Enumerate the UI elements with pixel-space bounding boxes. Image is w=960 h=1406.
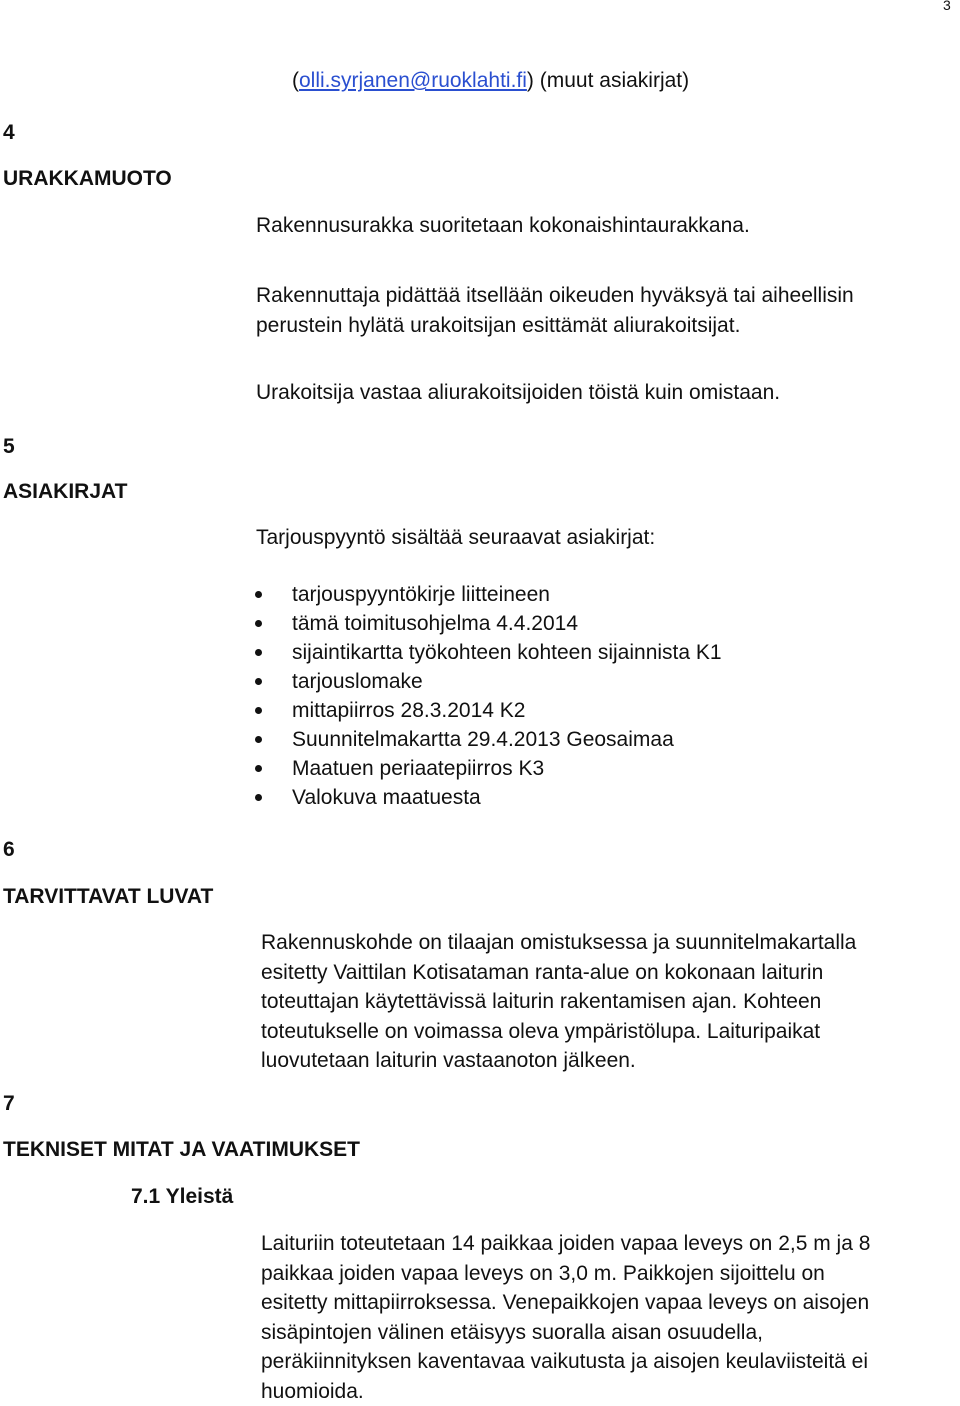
list-item xyxy=(255,667,722,696)
contact-email-link[interactable]: olli.syrjanen@ruoklahti.fi xyxy=(299,69,527,92)
list-item xyxy=(255,638,722,667)
list-item-text: tarjouspyyntökirje liitteineen xyxy=(292,583,550,606)
section-7-line: sisäpintojen välinen etäisyys suoralla aisan osuudella, xyxy=(261,1318,870,1348)
section-7-line: peräkiinnityksen kaventavaa vaikutusta ja aisojen keulaviisteitä ei xyxy=(261,1347,870,1377)
list-item xyxy=(255,696,722,725)
list-item xyxy=(255,609,722,638)
section-4-paragraph-1: Rakennusurakka suoritetaan kokonaishintaurakkana. xyxy=(256,211,750,241)
list-item xyxy=(255,783,722,812)
section-4-paragraph-3: Urakoitsija vastaa aliurakoitsijoiden töistä kuin omistaan. xyxy=(256,378,780,408)
section-5-title: ASIAKIRJAT xyxy=(3,480,127,504)
section-7-line: huomioida. xyxy=(261,1377,870,1406)
section-7-title: TEKNISET MITAT JA VAATIMUKSET xyxy=(3,1138,360,1162)
section-4-paragraph-2-line-2: perustein hylätä urakoitsijan esittämät aliurakoitsijat. xyxy=(256,311,854,341)
section-6-line: esitetty Vaittilan Kotisataman ranta-alue on kokonaan laiturin xyxy=(261,958,856,988)
section-6-line: toteutukselle on voimassa oleva ympäristölupa. Laituripaikat xyxy=(261,1017,856,1047)
list-item-text: mittapiirros 28.3.2014 K2 xyxy=(292,699,525,722)
section-7-1-subtitle: 7.1 Yleistä xyxy=(131,1185,233,1209)
page-number: 3 xyxy=(943,0,951,13)
section-6-line: luovutetaan laiturin vastaanoton jälkeen. xyxy=(261,1046,856,1076)
section-4-number: 4 xyxy=(3,121,15,145)
section-7-line: esitetty mittapiirroksessa. Venepaikkojen vapaa leveys on aisojen xyxy=(261,1288,870,1318)
section-6-number: 6 xyxy=(3,838,15,862)
section-4-paragraph-2-line-1: Rakennuttaja pidättää itsellään oikeuden hyväksyä tai aiheellisin xyxy=(256,281,854,311)
section-5-intro: Tarjouspyyntö sisältää seuraavat asiakirjat: xyxy=(256,523,655,553)
section-7-paragraph xyxy=(261,1229,870,1406)
section-6-paragraph xyxy=(261,928,856,1076)
bullet-icon xyxy=(255,678,262,685)
bullet-icon xyxy=(255,736,262,743)
list-item-text: sijaintikartta työkohteen kohteen sijainnista K1 xyxy=(292,641,722,664)
list-item xyxy=(255,725,722,754)
list-item-text: Valokuva maatuesta xyxy=(292,786,481,809)
section-6-line: Rakennuskohde on tilaajan omistuksessa ja suunnitelmakartalla xyxy=(261,928,856,958)
section-7-number: 7 xyxy=(3,1092,15,1116)
section-4-paragraph-2 xyxy=(256,281,854,340)
section-4-title: URAKKAMUOTO xyxy=(3,167,172,191)
contact-line xyxy=(292,66,689,96)
list-item-text: Maatuen periaatepiirros K3 xyxy=(292,757,544,780)
contact-rest: ) (muut asiakirjat) xyxy=(527,69,689,92)
section-6-title: TARVITTAVAT LUVAT xyxy=(3,885,213,909)
bullet-icon xyxy=(255,765,262,772)
list-item xyxy=(255,580,722,609)
list-item xyxy=(255,754,722,783)
list-item-text: tarjouslomake xyxy=(292,670,423,693)
list-item-text: Suunnitelmakartta 29.4.2013 Geosaimaa xyxy=(292,728,674,751)
section-5-number: 5 xyxy=(3,435,15,459)
list-item-text: tämä toimitusohjelma 4.4.2014 xyxy=(292,612,578,635)
section-6-line: toteuttajan käytettävissä laiturin rakentamisen ajan. Kohteen xyxy=(261,987,856,1017)
bullet-icon xyxy=(255,591,262,598)
contact-open-paren: ( xyxy=(292,69,299,92)
bullet-icon xyxy=(255,620,262,627)
section-7-line: Laituriin toteutetaan 14 paikkaa joiden vapaa leveys on 2,5 m ja 8 xyxy=(261,1229,870,1259)
document-list xyxy=(255,580,722,812)
bullet-icon xyxy=(255,649,262,656)
bullet-icon xyxy=(255,794,262,801)
bullet-icon xyxy=(255,707,262,714)
section-7-line: paikkaa joiden vapaa leveys on 3,0 m. Paikkojen sijoittelu on xyxy=(261,1259,870,1289)
